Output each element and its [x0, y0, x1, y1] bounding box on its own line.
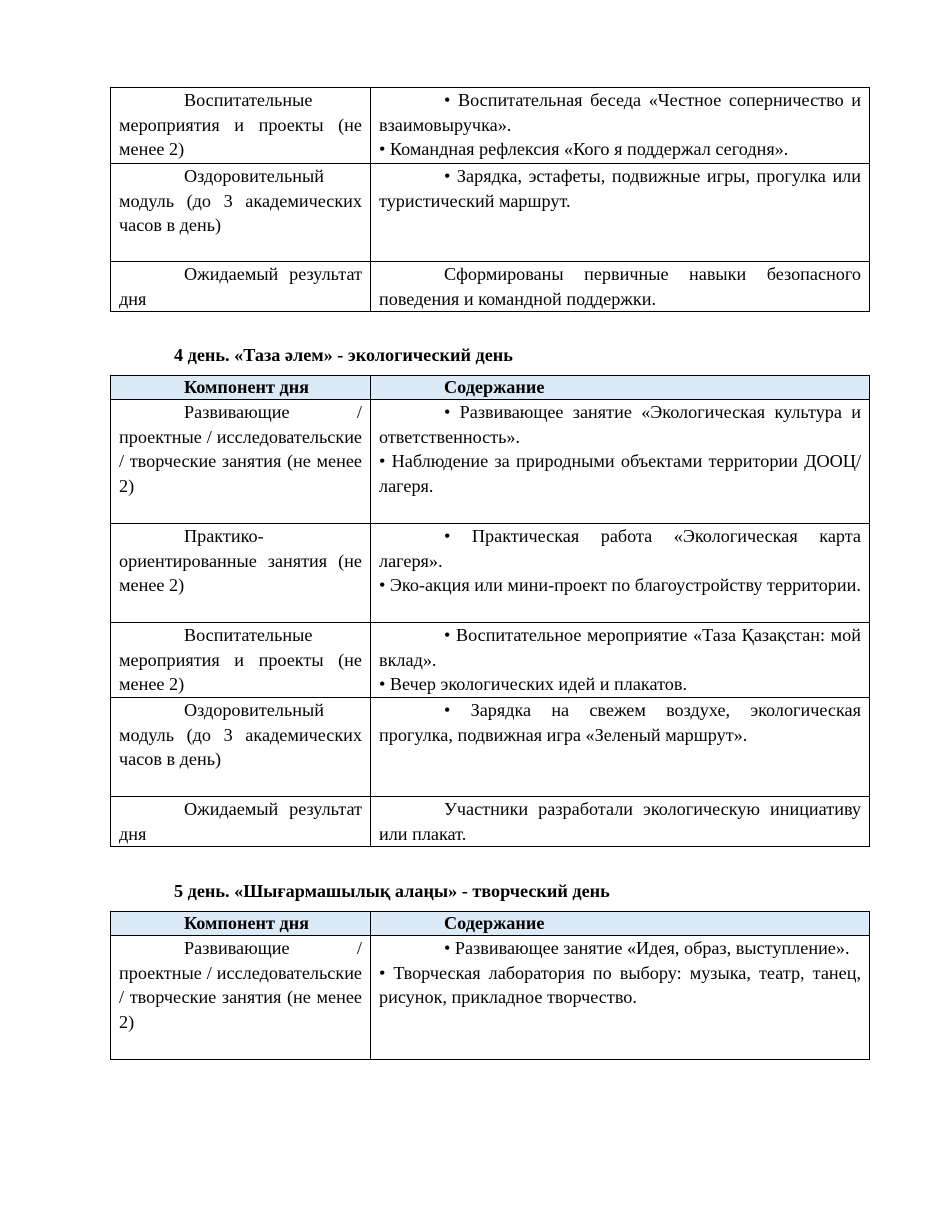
table-row: [111, 524, 870, 623]
content-line: • Зарядка на свежем воздухе, экологическая прогулка, подвижная игра «Зеленый маршрут».: [379, 700, 861, 745]
content-cell: [371, 698, 870, 797]
component-cell: Воспитательные мероприятия и проекты (не менее 2): [111, 88, 371, 164]
content-cell: [371, 164, 870, 262]
content-cell: [371, 797, 870, 847]
component-cell: Оздоровительный модуль (до 3 академических часов в день): [111, 164, 371, 262]
table-header-row: [111, 912, 870, 936]
table-row: [111, 88, 870, 164]
content-line: • Развивающее занятие «Экологическая культура и ответственность».: [379, 402, 861, 447]
component-cell: Ожидаемый результат дня: [111, 797, 371, 847]
content-cell: [371, 262, 870, 312]
table-row: [111, 936, 870, 1060]
content-line: Сформированы первичные навыки безопасного поведения и командной поддержки.: [379, 264, 861, 309]
table-row: [111, 698, 870, 797]
component-cell: Развивающие / проектные / исследовательские / творческие занятия (не менее 2): [111, 936, 371, 1060]
component-cell: Практико-ориентированные занятия (не менее 2): [111, 524, 371, 623]
content-line: • Зарядка, эстафеты, подвижные игры, прогулка или туристический маршрут.: [379, 166, 861, 211]
content-line: • Командная рефлексия «Кого я поддержал сегодня».: [379, 139, 789, 160]
content-line: • Эко-акция или мини-проект по благоустройству территории.: [379, 575, 861, 596]
table-row: [111, 797, 870, 847]
content-cell: [371, 524, 870, 623]
table-row: [111, 164, 870, 262]
column-header-content: Содержание: [371, 912, 870, 936]
table-row: [111, 262, 870, 312]
column-header-content: Содержание: [371, 376, 870, 400]
content-line: • Наблюдение за природными объектами территории ДООЦ/лагеря.: [379, 451, 861, 496]
table-row: [111, 400, 870, 524]
content-cell: [371, 623, 870, 698]
component-cell: Оздоровительный модуль (до 3 академических часов в день): [111, 698, 371, 797]
content-cell: [371, 88, 870, 164]
column-header-component: Компонент дня: [111, 376, 371, 400]
component-cell: Ожидаемый результат дня: [111, 262, 371, 312]
content-line: • Творческая лаборатория по выбору: музыка, театр, танец, рисунок, прикладное творчество.: [379, 962, 861, 1008]
day3-table: [110, 87, 870, 312]
content-line: • Воспитательное мероприятие «Таза Қазақстан: мой вклад».: [379, 625, 861, 670]
content-line: • Вечер экологических идей и плакатов.: [379, 674, 688, 695]
day4-table: [110, 375, 870, 847]
table-header-row: [111, 376, 870, 400]
content-cell: [371, 400, 870, 524]
component-cell: Воспитательные мероприятия и проекты (не менее 2): [111, 623, 371, 698]
day5-table: [110, 911, 870, 1060]
column-header-component: Компонент дня: [111, 912, 371, 936]
table-row: [111, 623, 870, 698]
content-line: • Воспитательная беседа «Честное соперничество и взаимовыручка».: [379, 90, 861, 135]
day5-heading: 5 день. «Шығармашылық алаңы» - творческий день: [174, 881, 610, 901]
content-cell: [371, 936, 870, 1060]
component-cell: Развивающие / проектные / исследовательские / творческие занятия (не менее 2): [111, 400, 371, 524]
content-line: • Практическая работа «Экологическая карта лагеря».: [379, 526, 861, 571]
content-line: • Развивающее занятие «Идея, образ, выступление».: [444, 938, 850, 958]
content-line: Участники разработали экологическую инициативу или плакат.: [379, 799, 861, 844]
day4-heading: 4 день. «Таза әлем» - экологический день: [174, 345, 513, 365]
